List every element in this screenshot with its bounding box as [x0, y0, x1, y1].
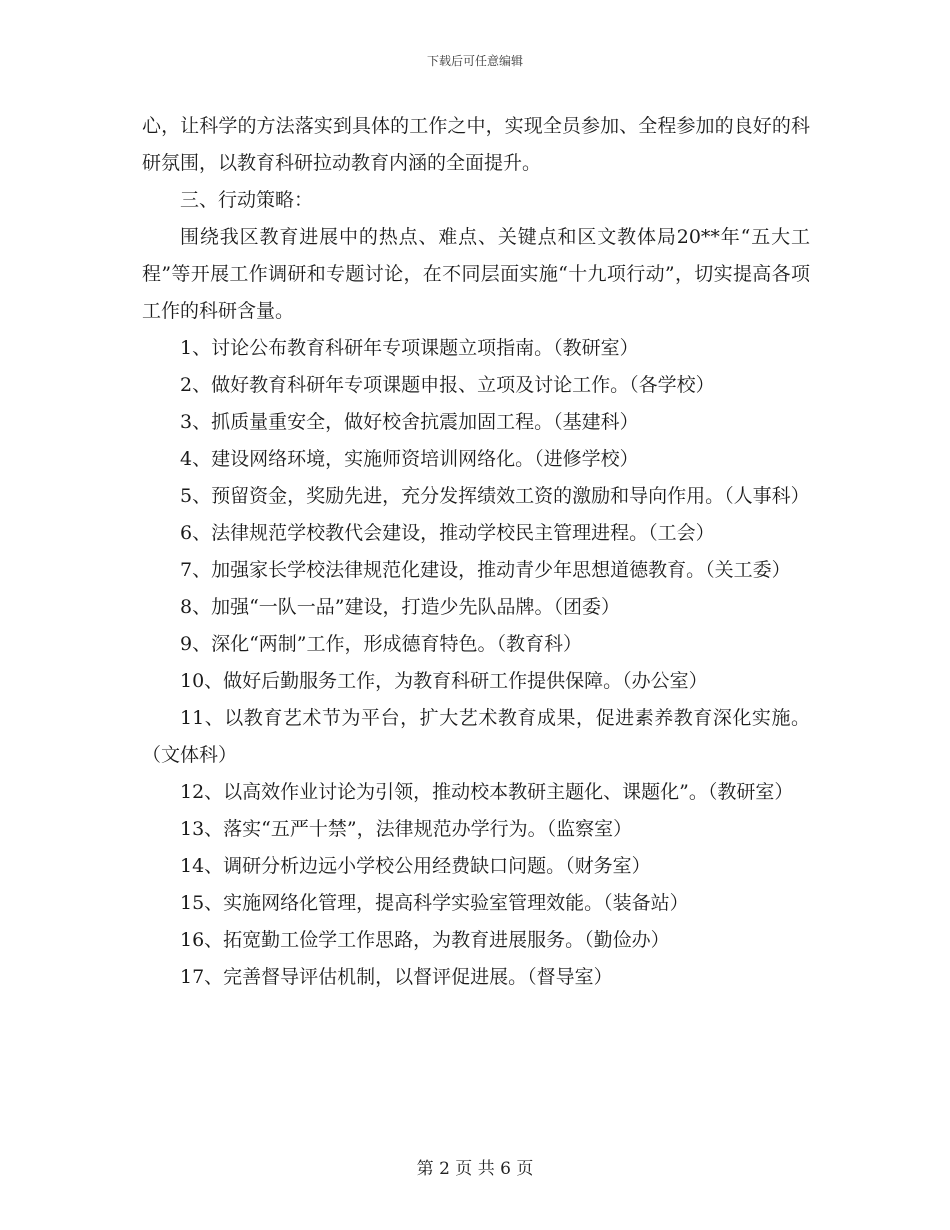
list-item: 3、抓质量重安全，做好校舍抗震加固工程。（基建科） [180, 411, 639, 433]
section-heading: 三、行动策略： [180, 189, 314, 211]
paragraph-continuation: 心，让科学的方法落实到具体的工作之中，实现全员参加、全程参加的良好的科研氛围，以教育科研拉动教育内涵的全面提升。 [142, 115, 810, 174]
list-item: 10、做好后勤服务工作，为教育科研工作提供保障。（办公室） [180, 670, 708, 692]
page-footer: 第 2 页 共 6 页 [416, 1159, 534, 1179]
list-item: 5、预留资金，奖励先进，充分发挥绩效工资的激励和导向作用。（人事科） [180, 485, 810, 507]
list-item: 12、以高效作业讨论为引领，推动校本教研主题化、课题化”。（教研室） [180, 781, 794, 803]
list-item: 1、讨论公布教育科研年专项课题立项指南。（教研室） [180, 337, 639, 359]
list-item: 13、落实“五严十禁”，法律规范办学行为。（监察室） [180, 818, 633, 840]
list-item: 6、法律规范学校教代会建设，推动学校民主管理进程。（工会） [180, 522, 715, 544]
list-item: 16、拓宽勤工俭学工作思路，为教育进展服务。（勤俭办） [180, 929, 670, 951]
list-item: 8、加强“一队一品”建设，打造少先队品牌。（团委） [180, 596, 621, 618]
list-item: 7、加强家长学校法律规范化建设，推动青少年思想道德教育。（关工委） [180, 559, 791, 581]
list-item: 17、完善督导评估机制，以督评促进展。（督导室） [180, 966, 613, 988]
list-item: 14、调研分析边远小学校公用经费缺口问题。（财务室） [180, 855, 651, 877]
list-item: 2、做好教育科研年专项课题申报、立项及讨论工作。（各学校） [180, 374, 715, 396]
document-body [142, 108, 810, 996]
paragraph-intro: 围绕我区教育进展中的热点、难点、关键点和区文教体局20**年“五大工程”等开展工作调研和专题讨论，在不同层面实施“十九项行动”，切实提高各项工作的科研含量。 [142, 226, 810, 322]
page-header: 下载后可任意编辑 [426, 54, 523, 68]
list-item: 15、实施网络化管理，提高科学实验室管理效能。（装备站） [180, 892, 689, 914]
list-item: 11、以教育艺术节为平台，扩大艺术教育成果，促进素养教育深化实施。（文体科） [142, 707, 810, 766]
list-item: 9、深化“两制”工作，形成德育特色。（教育科） [180, 633, 583, 655]
list-item: 4、建设网络环境，实施师资培训网络化。（进修学校） [180, 448, 639, 470]
